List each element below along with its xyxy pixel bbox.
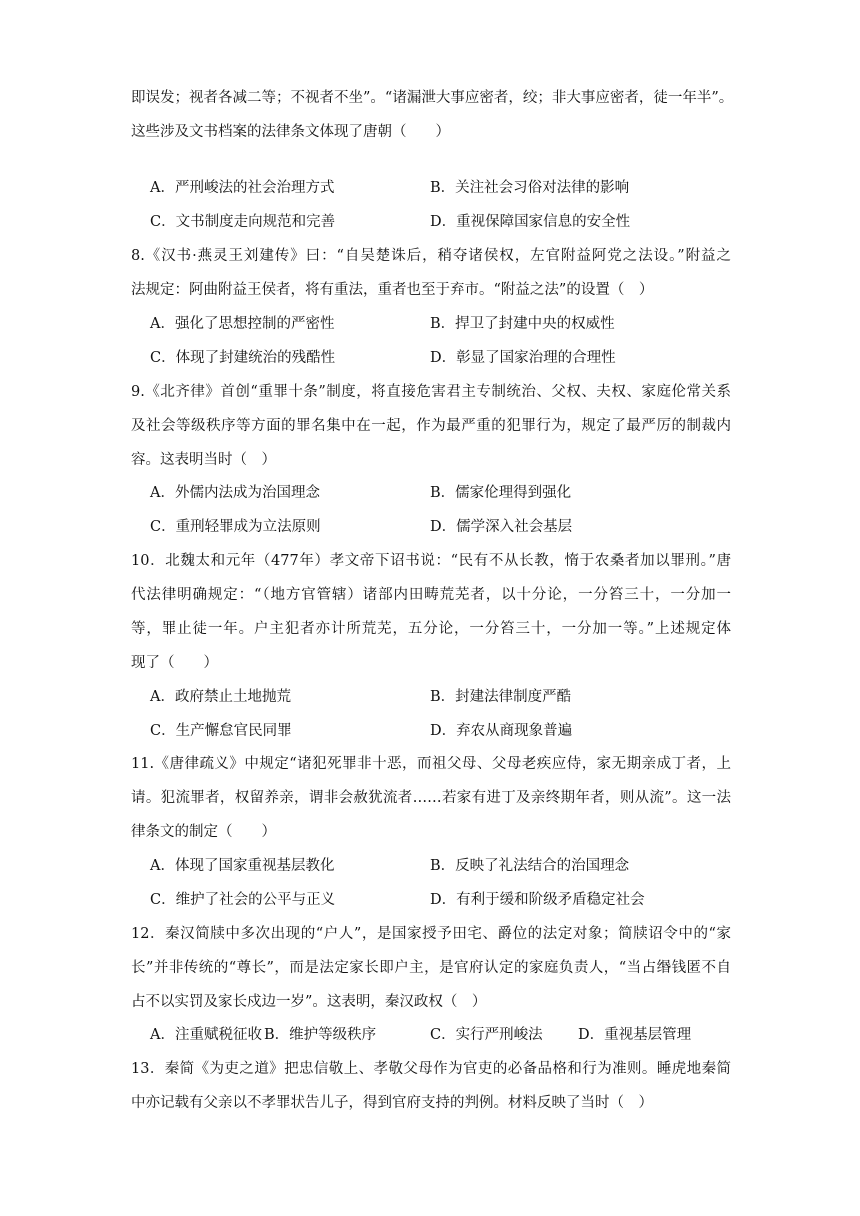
- q7-line-1: 即误发；视者各减二等；不视者不坐”。“诸漏泄大事应密者，绞；非大事应密者，徒一年半”。: [131, 90, 734, 106]
- q7-option-a[interactable]: A．严刑峻法的社会治理方式: [150, 180, 335, 196]
- q10-option-c[interactable]: C．生产懈怠官民同罪: [150, 723, 292, 739]
- q9-option-a[interactable]: A．外儒内法成为治国理念: [150, 485, 320, 501]
- q8-option-a[interactable]: A．强化了思想控制的严密性: [150, 316, 335, 332]
- q7-line-2: 这些涉及文书档案的法律条文体现了唐朝（ ）: [131, 124, 450, 140]
- q9-line-2: 及社会等级秩序等方面的罪名集中在一起，作为最严重的犯罪行为，规定了最严厉的制裁内: [131, 418, 731, 434]
- q10-option-d[interactable]: D．弃农从商现象普遍: [430, 723, 573, 739]
- q11-option-d[interactable]: D．有利于缓和阶级矛盾稳定社会: [430, 892, 645, 908]
- q8-line-2: 法规定：阿曲附益王侯者，将有重法，重者也至于弃市。“附益之法”的设置（ ）: [131, 282, 654, 298]
- q9-line-3: 容。这表明当时（ ）: [131, 452, 276, 468]
- q7-option-d[interactable]: D．重视保障国家信息的安全性: [430, 214, 631, 230]
- q9-option-b[interactable]: B．儒家伦理得到强化: [430, 485, 572, 501]
- q12-line-3: 占不以实罚及家长戍边一岁”。这表明，秦汉政权（ ）: [131, 994, 487, 1010]
- q12-option-d[interactable]: D．重视基层管理: [578, 1027, 692, 1043]
- q11-option-b[interactable]: B．反映了礼法结合的治国理念: [430, 858, 630, 874]
- q11-line-2: 请。犯流罪者，权留养亲，谓非会赦犹流者……若家有进丁及亲终期年者，则从流”。这一法: [131, 790, 731, 806]
- q11-line-3: 律条文的制定（ ）: [131, 824, 276, 840]
- q7-option-c[interactable]: C．文书制度走向规范和完善: [150, 214, 336, 230]
- q8-option-c[interactable]: C．体现了封建统治的残酷性: [150, 350, 336, 366]
- q7-option-b[interactable]: B．关注社会习俗对法律的影响: [430, 180, 630, 196]
- q11-line-1: 11.《唐律疏义》中规定“诸犯死罪非十恶，而祖父母、父母老疾应侍，家无期亲成丁者，上: [131, 756, 731, 772]
- q12-option-a[interactable]: A．注重赋税征收: [150, 1027, 262, 1043]
- q12-option-c[interactable]: C．实行严刑峻法: [430, 1027, 543, 1043]
- q12-option-b[interactable]: B．维护等级秩序: [264, 1027, 377, 1043]
- q11-option-c[interactable]: C．维护了社会的公平与正义: [150, 892, 336, 908]
- q9-option-d[interactable]: D．儒学深入社会基层: [430, 519, 573, 535]
- q10-line-3: 等，罪止徒一年。户主犯者亦计所荒芜，五分论，一分笞三十，一分加一等。”上述规定体: [131, 621, 731, 637]
- q10-option-b[interactable]: B．封建法律制度严酷: [430, 689, 572, 705]
- q12-line-1: 12．秦汉简牍中多次出现的“户人”，是国家授予田宅、爵位的法定对象；简牍诏令中的“家: [131, 926, 731, 942]
- q10-option-a[interactable]: A．政府禁止土地抛荒: [150, 689, 291, 705]
- q8-option-b[interactable]: B．捍卫了封建中央的权威性: [430, 316, 615, 332]
- q13-line-1: 13．秦简《为吏之道》把忠信敬上、孝敬父母作为官吏的必备品格和行为准则。睡虎地秦简: [131, 1061, 731, 1077]
- q11-option-a[interactable]: A．体现了国家重视基层教化: [150, 858, 335, 874]
- q8-option-d[interactable]: D．彰显了国家治理的合理性: [430, 350, 616, 366]
- q9-line-1: 9.《北齐律》首创“重罪十条”制度，将直接危害君主专制统治、父权、夫权、家庭伦常关系: [131, 384, 731, 400]
- q13-line-2: 中亦记载有父亲以不孝罪状告儿子，得到官府支持的判例。材料反映了当时（ ）: [131, 1095, 653, 1111]
- q12-line-2: 长”并非传统的“尊长”，而是法定家长即户主，是官府认定的家庭负责人，“当占缗钱匿不自: [131, 960, 731, 976]
- q10-line-4: 现了（ ）: [131, 655, 218, 671]
- q8-line-1: 8.《汉书·燕灵王刘建传》曰：“自吴楚诛后，稍夺诸侯权，左官附益阿党之法设。”附益之: [131, 248, 731, 264]
- q9-option-c[interactable]: C．重刑轻罪成为立法原则: [150, 519, 321, 535]
- q10-line-1: 10．北魏太和元年（477年）孝文帝下诏书说：“民有不从长教，惰于农桑者加以罪刑。”唐: [131, 553, 731, 569]
- q10-line-2: 代法律明确规定：“（地方官管辖）诸部内田畴荒芜者，以十分论，一分笞三十，一分加一: [131, 587, 731, 603]
